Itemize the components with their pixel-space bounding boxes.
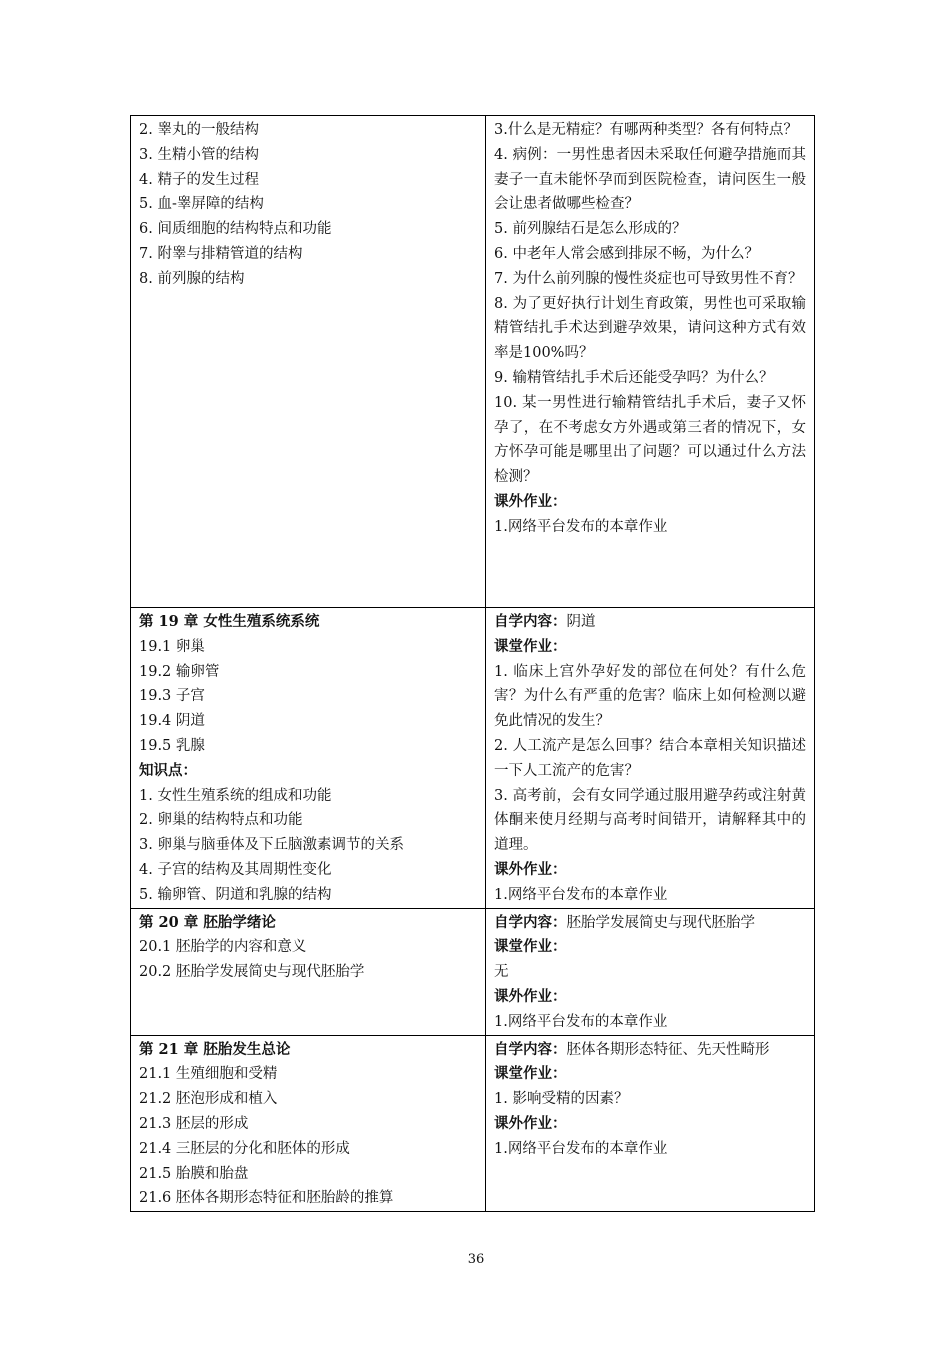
knowledge-item: 5. 血-睾屏障的结构 xyxy=(139,196,264,213)
question-item: 10. 某一男性进行输精管结扎手术后，妻子又怀孕了，在不考虑女方外遇或第三者的情况下，女方怀孕可能是哪里出了问题？可以通过什么方法检测？ xyxy=(494,394,806,486)
question-item: 3. 高考前，会有女同学通过服用避孕药或注射黄体酮来使月经期与高考时间错开，请解释其中的道理。 xyxy=(494,787,806,854)
knowledge-item: 1. 女性生殖系统的组成和功能 xyxy=(139,787,332,804)
question-item: 3.什么是无精症？有哪两种类型？各有何特点？ xyxy=(494,122,798,138)
self-study-label: 自学内容： xyxy=(494,913,567,931)
section-item: 21.6 胚体各期形态特征和胚胎龄的推算 xyxy=(139,1190,394,1207)
question-item: 9. 输精管结扎手术后还能受孕吗？为什么？ xyxy=(494,369,774,386)
homework-text: 1.网络平台发布的本章作业 xyxy=(494,1140,668,1157)
assignments-cell xyxy=(486,116,815,608)
knowledge-item: 3. 生精小管的结构 xyxy=(139,146,259,163)
knowledge-item: 2. 卵巢的结构特点和功能 xyxy=(139,812,303,829)
section-item: 19.3 子宫 xyxy=(139,688,205,705)
topics-cell xyxy=(131,116,486,608)
section-item: 19.2 输卵管 xyxy=(139,663,220,680)
self-study-label: 自学内容： xyxy=(494,1040,567,1058)
question-item: 7. 为什么前列腺的慢性炎症也可导致男性不育？ xyxy=(494,270,803,287)
knowledge-item: 4. 子宫的结构及其周期性变化 xyxy=(139,861,332,878)
homework-label: 课外作业： xyxy=(494,860,567,878)
table-row xyxy=(131,116,815,608)
homework-label: 课外作业： xyxy=(494,987,567,1005)
section-item: 21.4 三胚层的分化和胚体的形成 xyxy=(139,1140,350,1157)
knowledge-label: 知识点： xyxy=(139,761,197,779)
self-study xyxy=(494,911,806,936)
question-item: 5. 前列腺结石是怎么形成的？ xyxy=(494,221,687,238)
self-study-label: 自学内容： xyxy=(494,613,567,630)
section-item: 19.1 卵巢 xyxy=(139,638,205,655)
self-study xyxy=(494,1038,806,1063)
page-number: 36 xyxy=(467,1252,485,1267)
homework-text: 1.网络平台发布的本章作业 xyxy=(494,886,668,903)
homework-text: 1.网络平台发布的本章作业 xyxy=(494,1013,668,1030)
assignments-cell xyxy=(486,608,815,909)
chapter-title: 第 21 章 胚胎发生总论 xyxy=(139,1040,291,1058)
knowledge-item: 4. 精子的发生过程 xyxy=(139,171,259,188)
knowledge-item: 5. 输卵管、阴道和乳腺的结构 xyxy=(139,886,332,903)
classwork-label: 课堂作业： xyxy=(494,938,567,956)
question-item: 4. 病例：一男性患者因未采取任何避孕措施而其妻子一直未能怀孕而到医院检查，请问医生一般会让患者做哪些检查？ xyxy=(494,146,806,213)
classwork-text: 无 xyxy=(494,964,509,981)
homework-label: 课外作业： xyxy=(494,1114,567,1132)
question-item: 8. 为了更好执行计划生育政策，男性也可采取输精管结扎手术达到避孕效果，请问这种方式有效率是100%吗？ xyxy=(494,295,806,362)
question-item: 6. 中老年人常会感到排尿不畅，为什么？ xyxy=(494,245,759,262)
assignments-cell xyxy=(486,908,815,1035)
self-study-text: 胚体各期形态特征、先天性畸形 xyxy=(566,1041,770,1058)
classwork-label: 课堂作业： xyxy=(494,637,567,655)
homework-label: 课外作业： xyxy=(494,492,567,510)
section-item: 21.1 生殖细胞和受精 xyxy=(139,1066,278,1083)
knowledge-item: 7. 附睾与排精管道的结构 xyxy=(139,245,303,262)
section-item: 21.2 胚泡形成和植入 xyxy=(139,1091,278,1108)
topics-cell xyxy=(131,1035,486,1212)
section-item: 20.2 胚胎学发展简史与现代胚胎学 xyxy=(139,964,365,981)
self-study-text: 阴道 xyxy=(566,614,596,630)
topics-cell xyxy=(131,608,486,909)
section-item: 19.4 阴道 xyxy=(139,713,205,730)
table-row xyxy=(131,608,815,909)
table-row xyxy=(131,1035,815,1212)
section-item: 21.5 胎膜和胎盘 xyxy=(139,1165,249,1182)
question-item: 1. 影响受精的因素？ xyxy=(494,1091,629,1108)
knowledge-item: 3. 卵巢与脑垂体及下丘脑激素调节的关系 xyxy=(139,837,404,854)
section-item: 21.3 胚层的形成 xyxy=(139,1115,249,1132)
knowledge-item: 6. 间质细胞的结构特点和功能 xyxy=(139,221,332,238)
topics-cell xyxy=(131,908,486,1035)
section-item: 20.1 胚胎学的内容和意义 xyxy=(139,939,307,956)
syllabus-table xyxy=(130,115,815,1212)
question-item: 2. 人工流产是怎么回事？结合本章相关知识描述一下人工流产的危害？ xyxy=(494,737,806,779)
question-item: 1. 临床上宫外孕好发的部位在何处？有什么危害？为什么有严重的危害？临床上如何检测以避免此情况的发生？ xyxy=(494,663,806,730)
self-study-text: 胚胎学发展简史与现代胚胎学 xyxy=(566,914,755,931)
classwork-label: 课堂作业： xyxy=(494,1065,567,1083)
table-row xyxy=(131,908,815,1035)
chapter-title: 第 19 章 女性生殖系统系统 xyxy=(139,613,320,630)
chapter-title: 第 20 章 胚胎学绪论 xyxy=(139,913,276,931)
knowledge-item: 8. 前列腺的结构 xyxy=(139,270,245,287)
knowledge-item: 2. 睾丸的一般结构 xyxy=(139,122,259,138)
self-study xyxy=(494,610,806,635)
assignments-cell xyxy=(486,1035,815,1212)
homework-text: 1.网络平台发布的本章作业 xyxy=(494,518,668,535)
section-item: 19.5 乳腺 xyxy=(139,737,205,754)
